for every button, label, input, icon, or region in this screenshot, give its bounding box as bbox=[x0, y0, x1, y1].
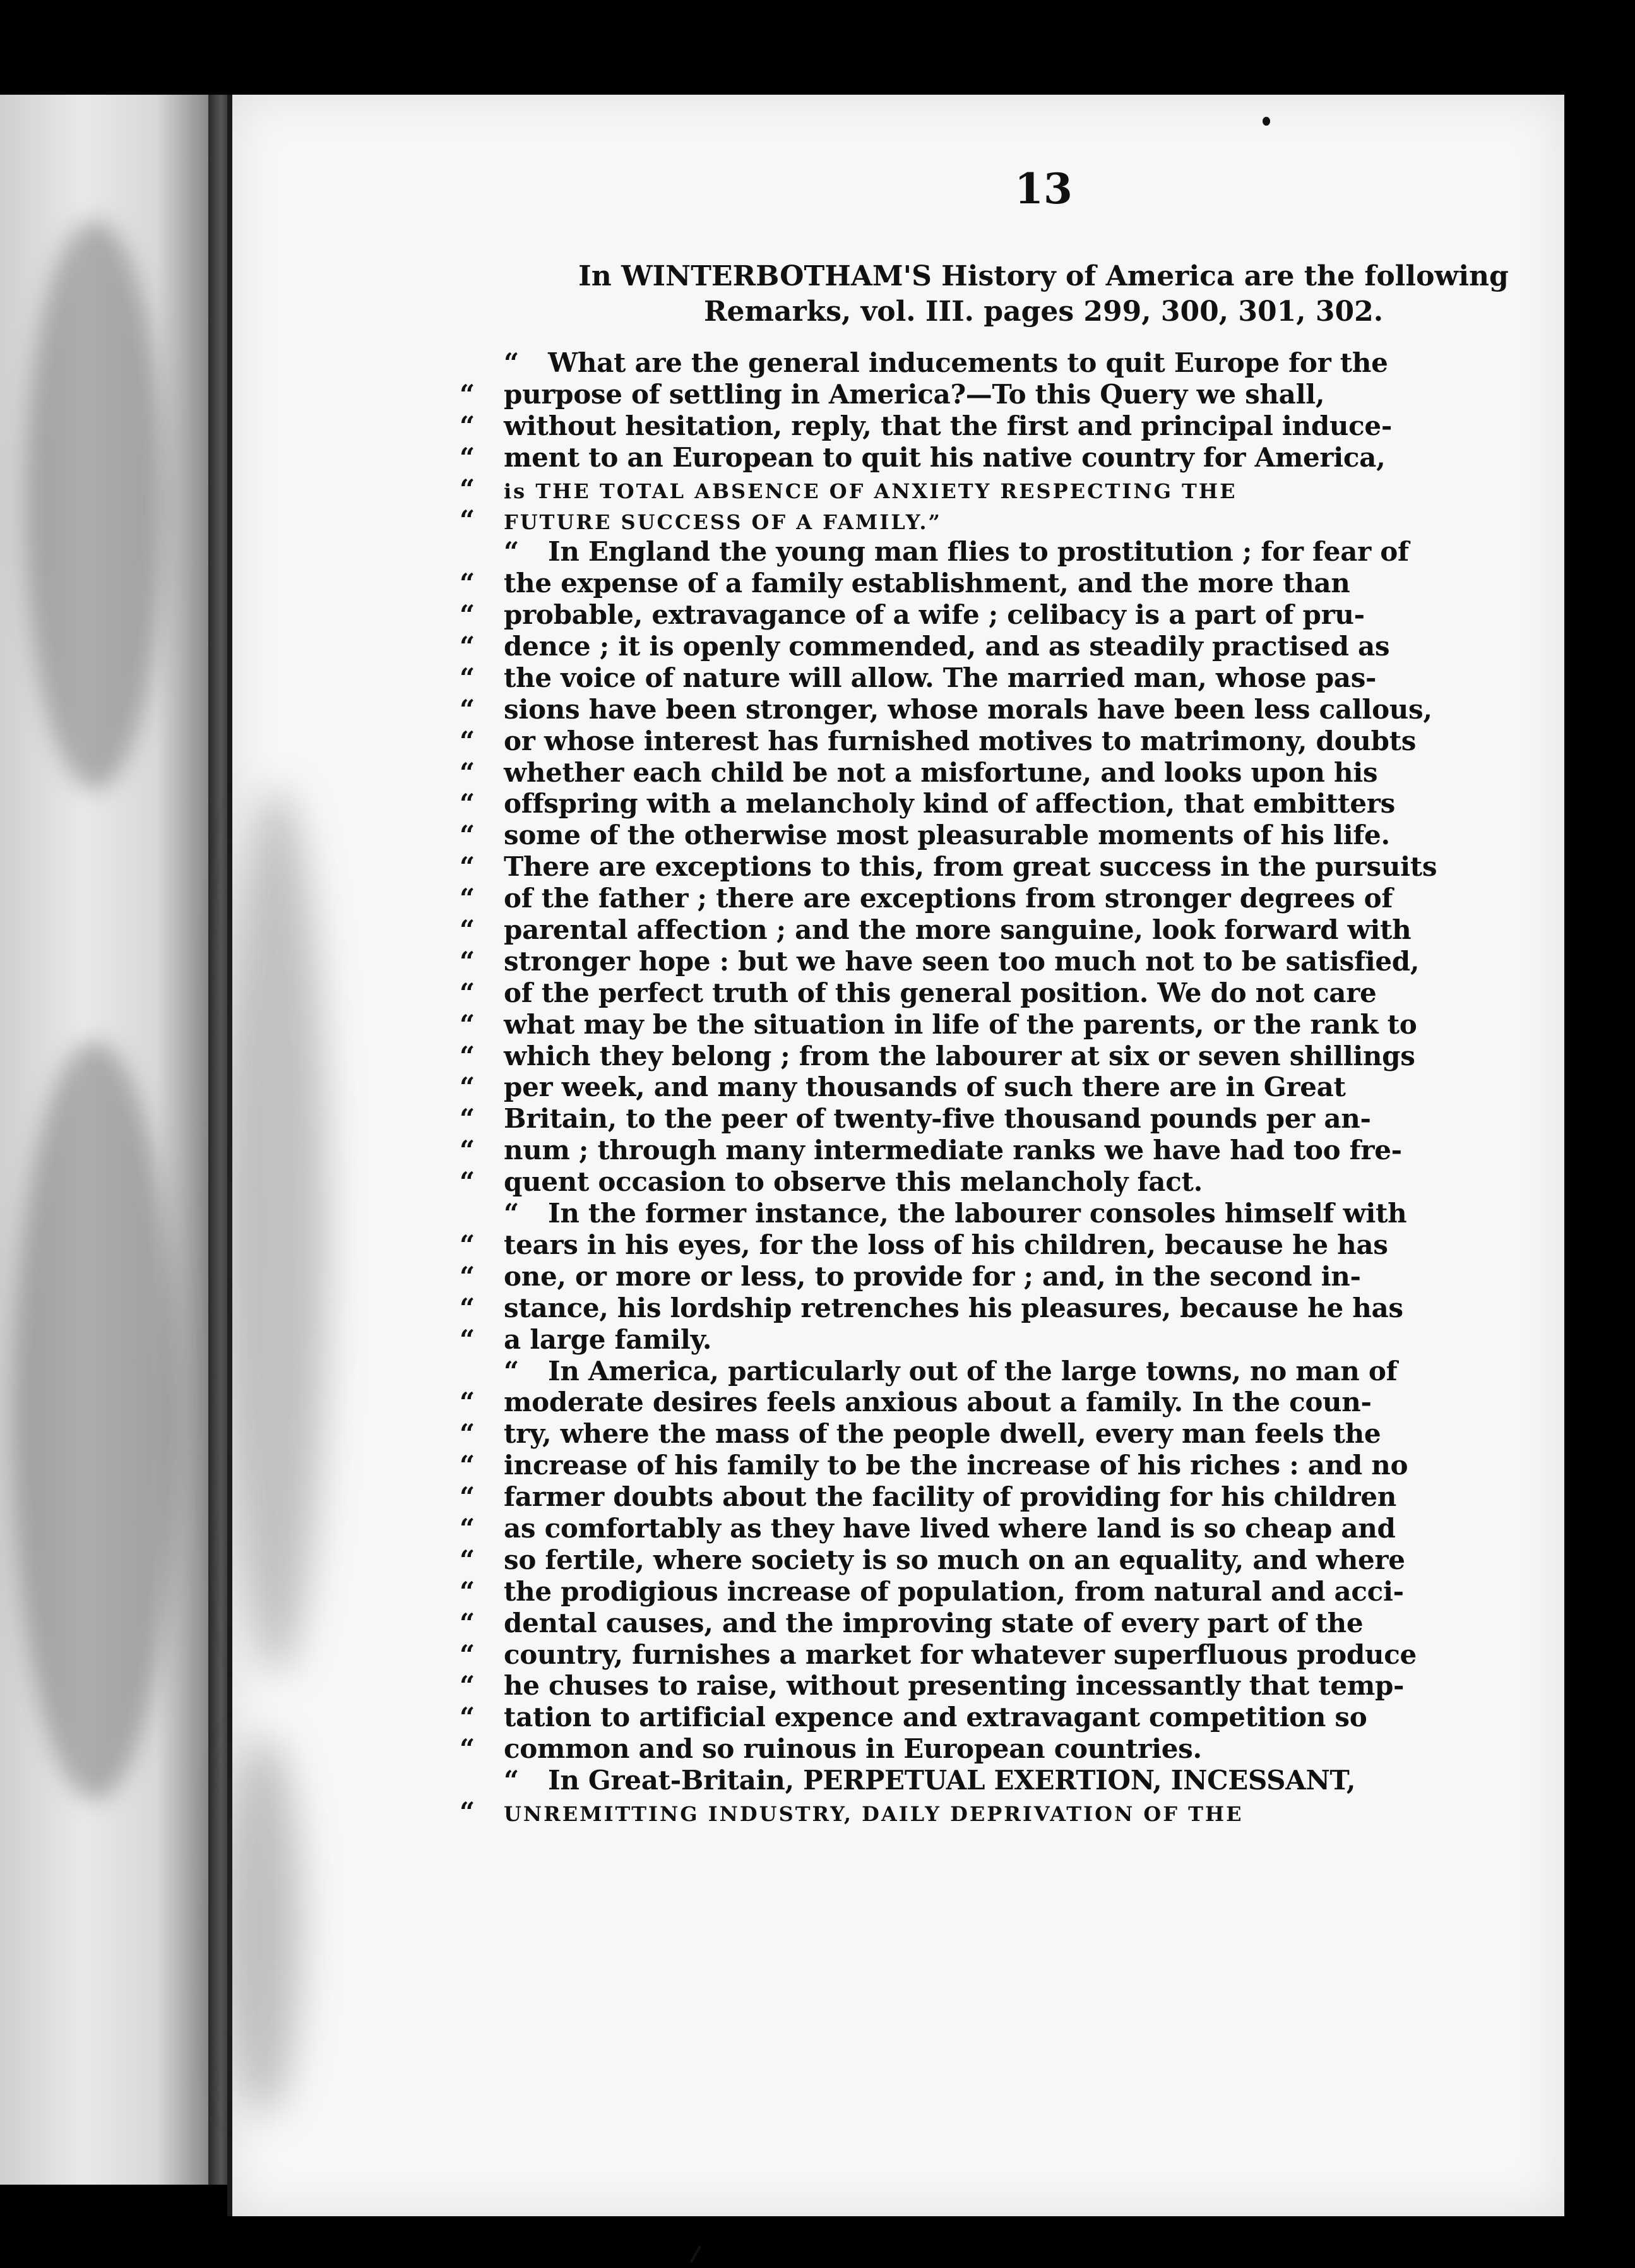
line-text: as comfortably as they have lived where land is so cheap and bbox=[504, 1512, 1396, 1544]
quote-mark: “ bbox=[460, 820, 475, 851]
text-line bbox=[460, 1796, 1596, 1828]
text-line bbox=[460, 757, 1596, 789]
quote-mark: “ bbox=[460, 1260, 475, 1292]
line-text: or whose interest has furnished motives to matrimony, doubts bbox=[504, 725, 1417, 756]
text-line bbox=[460, 1356, 1596, 1387]
left-facing-page bbox=[0, 95, 208, 2185]
text-line bbox=[460, 599, 1596, 631]
text-line bbox=[460, 946, 1596, 977]
line-text: stronger hope : but we have seen too much not to be satisfied, bbox=[504, 945, 1420, 977]
line-text: purpose of settling in America?—To this Query we shall, bbox=[504, 378, 1325, 410]
quote-mark: “ bbox=[460, 378, 475, 410]
text-line bbox=[460, 883, 1596, 914]
text-line bbox=[460, 1229, 1596, 1261]
quote-mark: “ bbox=[460, 1544, 475, 1575]
text-line bbox=[460, 1135, 1596, 1166]
text-line bbox=[460, 1418, 1596, 1450]
text-line bbox=[460, 1450, 1596, 1481]
line-text: dental causes, and the improving state of every part of the bbox=[504, 1607, 1364, 1638]
quote-mark: “ bbox=[460, 568, 475, 599]
text-line bbox=[460, 1071, 1596, 1103]
line-text: the expense of a family establishment, and the more than bbox=[504, 568, 1350, 599]
line-text: In Great-Britain, PERPETUAL EXERTION, INCESSANT, bbox=[548, 1765, 1356, 1796]
line-text: probable, extravagance of a wife ; celibacy is a part of pru- bbox=[504, 599, 1365, 631]
text-line bbox=[460, 1702, 1596, 1733]
text-line bbox=[460, 1166, 1596, 1198]
text-line bbox=[460, 1261, 1596, 1292]
line-text: Britain, to the peer of twenty-five thousand pounds per an- bbox=[504, 1103, 1371, 1135]
line-text: he chuses to raise, without presenting incessantly that temp- bbox=[504, 1670, 1405, 1702]
line-text: tears in his eyes, for the loss of his children, because he has bbox=[504, 1229, 1388, 1260]
line-text: What are the general inducements to quit Europe for the bbox=[548, 347, 1388, 378]
quote-mark: “ bbox=[460, 945, 475, 977]
text-line bbox=[460, 1513, 1596, 1544]
text-line bbox=[460, 1608, 1596, 1639]
text-line bbox=[460, 1041, 1596, 1072]
quote-mark: “ bbox=[460, 1481, 475, 1513]
quote-mark: “ bbox=[460, 1702, 475, 1733]
quote-mark: “ bbox=[460, 1733, 475, 1765]
line-text: increase of his family to be the increase of his riches : and no bbox=[504, 1450, 1408, 1481]
line-text: In England the young man flies to prostitution ; for fear of bbox=[548, 536, 1409, 568]
page-number: 13 bbox=[1014, 164, 1073, 213]
line-text: There are exceptions to this, from great success in the pursuits bbox=[504, 851, 1437, 883]
quote-mark: “ bbox=[460, 1575, 475, 1607]
line-text: country, furnishes a market for whatever superfluous produce bbox=[504, 1638, 1417, 1670]
line-text: ment to an European to quit his native country for America, bbox=[504, 441, 1386, 473]
quote-mark: “ bbox=[504, 536, 519, 568]
quote-mark: “ bbox=[460, 1292, 475, 1323]
quote-mark: “ bbox=[460, 1387, 475, 1418]
line-text: so fertile, where society is so much on an equality, and where bbox=[504, 1544, 1405, 1575]
quote-mark: “ bbox=[460, 631, 475, 662]
line-text: dence ; it is openly commended, and as steadily practised as bbox=[504, 631, 1390, 662]
text-line bbox=[460, 379, 1596, 410]
text-line bbox=[460, 820, 1596, 851]
line-text: tation to artificial expence and extravagant competition so bbox=[504, 1702, 1367, 1733]
quote-mark: “ bbox=[460, 1323, 475, 1355]
quote-mark: “ bbox=[504, 1765, 519, 1796]
quote-mark: “ bbox=[460, 1040, 475, 1071]
line-text: In America, particularly out of the large towns, no man of bbox=[548, 1355, 1398, 1387]
text-line bbox=[460, 1324, 1596, 1356]
quote-mark: “ bbox=[460, 851, 475, 883]
line-text: common and so ruinous in European countries. bbox=[504, 1733, 1202, 1765]
quote-mark: “ bbox=[460, 883, 475, 914]
stain bbox=[226, 789, 327, 1673]
text-line bbox=[460, 1765, 1596, 1796]
quote-mark: “ bbox=[460, 977, 475, 1008]
quote-mark: “ bbox=[460, 1607, 475, 1638]
quote-mark: “ bbox=[460, 1008, 475, 1040]
quote-mark: “ bbox=[460, 504, 475, 536]
quote-mark: “ bbox=[460, 1512, 475, 1544]
line-text: the prodigious increase of population, from natural and acci- bbox=[504, 1575, 1404, 1607]
text-line bbox=[460, 347, 1596, 379]
book-page bbox=[227, 95, 1564, 2216]
text-line bbox=[460, 694, 1596, 725]
text-line bbox=[460, 1639, 1596, 1671]
line-text: parental affection ; and the more sanguine, look forward with bbox=[504, 914, 1412, 946]
line-text: a large family. bbox=[504, 1323, 712, 1355]
text-line bbox=[460, 725, 1596, 757]
body-text bbox=[460, 347, 1596, 1828]
quote-mark: “ bbox=[460, 693, 475, 725]
line-text: farmer doubts about the facility of providing for his children bbox=[504, 1481, 1397, 1513]
text-line bbox=[460, 1103, 1596, 1135]
line-text: sions have been stronger, whose morals have been less callous, bbox=[504, 693, 1432, 725]
stain bbox=[25, 221, 164, 789]
text-line bbox=[460, 1544, 1596, 1576]
line-text: of the perfect truth of this general position. We do not care bbox=[504, 977, 1377, 1008]
quote-mark: “ bbox=[504, 1355, 519, 1387]
heading-line-2: Remarks, vol. III. pages 299, 300, 301, 302. bbox=[703, 295, 1384, 328]
quote-mark: “ bbox=[460, 1103, 475, 1135]
line-text: whether each child be not a misfortune, and looks upon his bbox=[504, 756, 1378, 788]
quote-mark: “ bbox=[460, 914, 475, 946]
line-text: is THE TOTAL ABSENCE OF ANXIETY RESPECTING THE bbox=[504, 479, 1237, 503]
text-line bbox=[460, 1733, 1596, 1765]
quote-mark: “ bbox=[460, 1229, 475, 1260]
line-text: In the former instance, the labourer consoles himself with bbox=[548, 1198, 1407, 1229]
line-text: try, where the mass of the people dwell, every man feels the bbox=[504, 1418, 1381, 1450]
stain bbox=[226, 1736, 302, 2115]
text-line bbox=[460, 1292, 1596, 1324]
quote-mark: “ bbox=[460, 1166, 475, 1198]
line-text: moderate desires feels anxious about a family. In the coun- bbox=[504, 1387, 1372, 1418]
quote-mark: “ bbox=[504, 347, 519, 378]
line-text: per week, and many thousands of such there are in Great bbox=[504, 1071, 1346, 1103]
line-text: what may be the situation in life of the parents, or the rank to bbox=[504, 1008, 1417, 1040]
quote-mark: “ bbox=[460, 788, 475, 820]
text-line bbox=[460, 474, 1596, 505]
quote-mark: “ bbox=[460, 1670, 475, 1702]
quote-mark: “ bbox=[460, 1638, 475, 1670]
text-line bbox=[460, 442, 1596, 474]
text-line bbox=[460, 1387, 1596, 1418]
quote-mark: “ bbox=[460, 756, 475, 788]
quote-mark: “ bbox=[460, 473, 475, 504]
line-text: which they belong ; from the labourer at six or seven shillings bbox=[504, 1040, 1415, 1071]
line-text: stance, his lordship retrenches his pleasures, because he has bbox=[504, 1292, 1403, 1323]
text-line bbox=[460, 914, 1596, 946]
text-line bbox=[460, 1670, 1596, 1702]
quote-mark: “ bbox=[460, 1450, 475, 1481]
line-text: one, or more or less, to provide for ; and, in the second in- bbox=[504, 1260, 1361, 1292]
line-text: the voice of nature will allow. The married man, whose pas- bbox=[504, 662, 1377, 693]
line-text: of the father ; there are exceptions from stronger degrees of bbox=[504, 883, 1393, 914]
text-line bbox=[460, 568, 1596, 599]
line-text: without hesitation, reply, that the first and principal induce- bbox=[504, 410, 1392, 441]
quote-mark: “ bbox=[460, 599, 475, 631]
text-line bbox=[460, 662, 1596, 694]
line-text: some of the otherwise most pleasurable moments of his life. bbox=[504, 820, 1390, 851]
quote-mark: “ bbox=[460, 1418, 475, 1450]
line-text: num ; through many intermediate ranks we have had too fre- bbox=[504, 1135, 1402, 1166]
text-line bbox=[460, 504, 1596, 536]
text-line bbox=[460, 1576, 1596, 1608]
text-line bbox=[460, 1481, 1596, 1513]
quote-mark: “ bbox=[460, 1135, 475, 1166]
stain bbox=[13, 1042, 177, 1799]
text-line bbox=[460, 1009, 1596, 1041]
text-line bbox=[460, 788, 1596, 820]
quote-mark: “ bbox=[504, 1198, 519, 1229]
text-line bbox=[460, 977, 1596, 1009]
text-line bbox=[460, 536, 1596, 568]
quote-mark: “ bbox=[460, 1796, 475, 1827]
line-text: quent occasion to observe this melancholy fact. bbox=[504, 1166, 1203, 1198]
quote-mark: “ bbox=[460, 662, 475, 693]
quote-mark: “ bbox=[460, 1071, 475, 1103]
quote-mark: “ bbox=[460, 441, 475, 473]
ink-speck bbox=[1263, 117, 1270, 126]
text-line bbox=[460, 410, 1596, 442]
text-line bbox=[460, 851, 1596, 883]
quote-mark: “ bbox=[460, 410, 475, 441]
text-line bbox=[460, 631, 1596, 662]
heading-line-1: In WINTERBOTHAM'S History of America are the following bbox=[578, 260, 1509, 292]
line-text: offspring with a melancholy kind of affection, that embitters bbox=[504, 788, 1395, 820]
text-line bbox=[460, 1198, 1596, 1229]
quote-mark: “ bbox=[460, 725, 475, 756]
line-text: FUTURE SUCCESS OF A FAMILY.” bbox=[504, 510, 942, 535]
heading bbox=[504, 259, 1583, 330]
line-text: UNREMITTING INDUSTRY, DAILY DEPRIVATION OF THE bbox=[504, 1801, 1244, 1826]
